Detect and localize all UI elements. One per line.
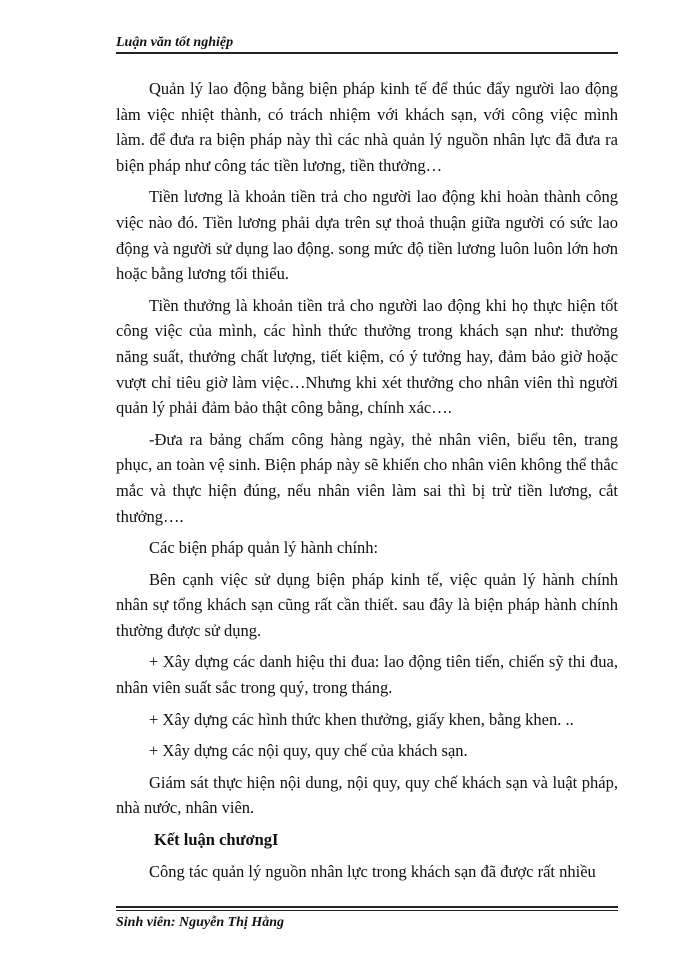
paragraph: + Xây dựng các danh hiệu thi đua: lao động tiên tiến, chiến sỹ thi đua, nhân viên suất sắc trong quý, trong tháng. bbox=[116, 652, 618, 698]
paragraph: Công tác quản lý nguồn nhân lực trong khách sạn đã được rất nhiều bbox=[149, 861, 596, 881]
paragraph: Giám sát thực hiện nội dung, nội quy, quy chế khách sạn và luật pháp, nhà nước, nhân viên. bbox=[116, 772, 618, 818]
running-footer: Sinh viên: Nguyễn Thị Hằng bbox=[116, 915, 285, 930]
paragraph: Các biện pháp quản lý hành chính: bbox=[149, 538, 379, 558]
paragraph: + Xây dựng các nội quy, quy chế của khách sạn. bbox=[149, 741, 468, 761]
document-body bbox=[116, 76, 618, 890]
paragraph: Quản lý lao động bằng biện pháp kinh tế để thúc đẩy người lao động làm việc nhiệt thành, có trách nhiệm với khách sạn, với công việc mình làm. để đưa ra biện pháp này thì các nhà quản lý nguồn nhân lực đã đưa ra biện pháp như công tác tiền lương, tiền thưởng… bbox=[116, 79, 618, 175]
paragraph: Bên cạnh việc sử dụng biện pháp kinh tế, việc quản lý hành chính nhân sự tổng khách sạn cũng rất cần thiết. sau đây là biện pháp hành chính thường được sử dụng. bbox=[116, 569, 618, 640]
running-header: Luận văn tốt nghiệp bbox=[116, 35, 234, 50]
paragraph: Tiền lương là khoản tiền trả cho người lao động khi hoàn thành công việc nào đó. Tiền lương phải dựa trên sự thoả thuận giữa người có sức lao động và người sử dụng lao động. song mức độ tiền lương luôn luôn lớn hơn hoặc bằng lương tối thiểu. bbox=[116, 187, 618, 284]
paragraph: -Đưa ra bảng chấm công hàng ngày, thẻ nhân viên, biểu tên, trang phục, an toàn vệ sinh. Biện pháp này sẽ khiến cho nhân viên không thể thắc mắc và thực hiện đúng, nếu nhân viên làm sai thì bị trừ tiền lương, cắt thưởng…. bbox=[116, 429, 618, 526]
footer-rule bbox=[116, 906, 618, 908]
paragraph: Tiền thưởng là khoản tiền trả cho người lao động khi họ thực hiện tốt công việc của mình, các hình thức thưởng trong khách sạn như: thưởng năng suất, thưởng chất lượng, tiết kiệm, có ý tưởng hay, đảm bảo giờ hoặc vượt chỉ tiêu giờ làm việc…Nhưng khi xét thưởng cho nhân viên thì người quản lý phải đảm bảo thật công bằng, chính xác…. bbox=[116, 295, 618, 418]
footer-rule-thin bbox=[116, 910, 618, 911]
section-heading: Kết luận chươngI bbox=[154, 830, 279, 850]
header-rule bbox=[116, 52, 618, 54]
paragraph: + Xây dựng các hình thức khen thưởng, giấy khen, bằng khen. .. bbox=[149, 709, 574, 729]
